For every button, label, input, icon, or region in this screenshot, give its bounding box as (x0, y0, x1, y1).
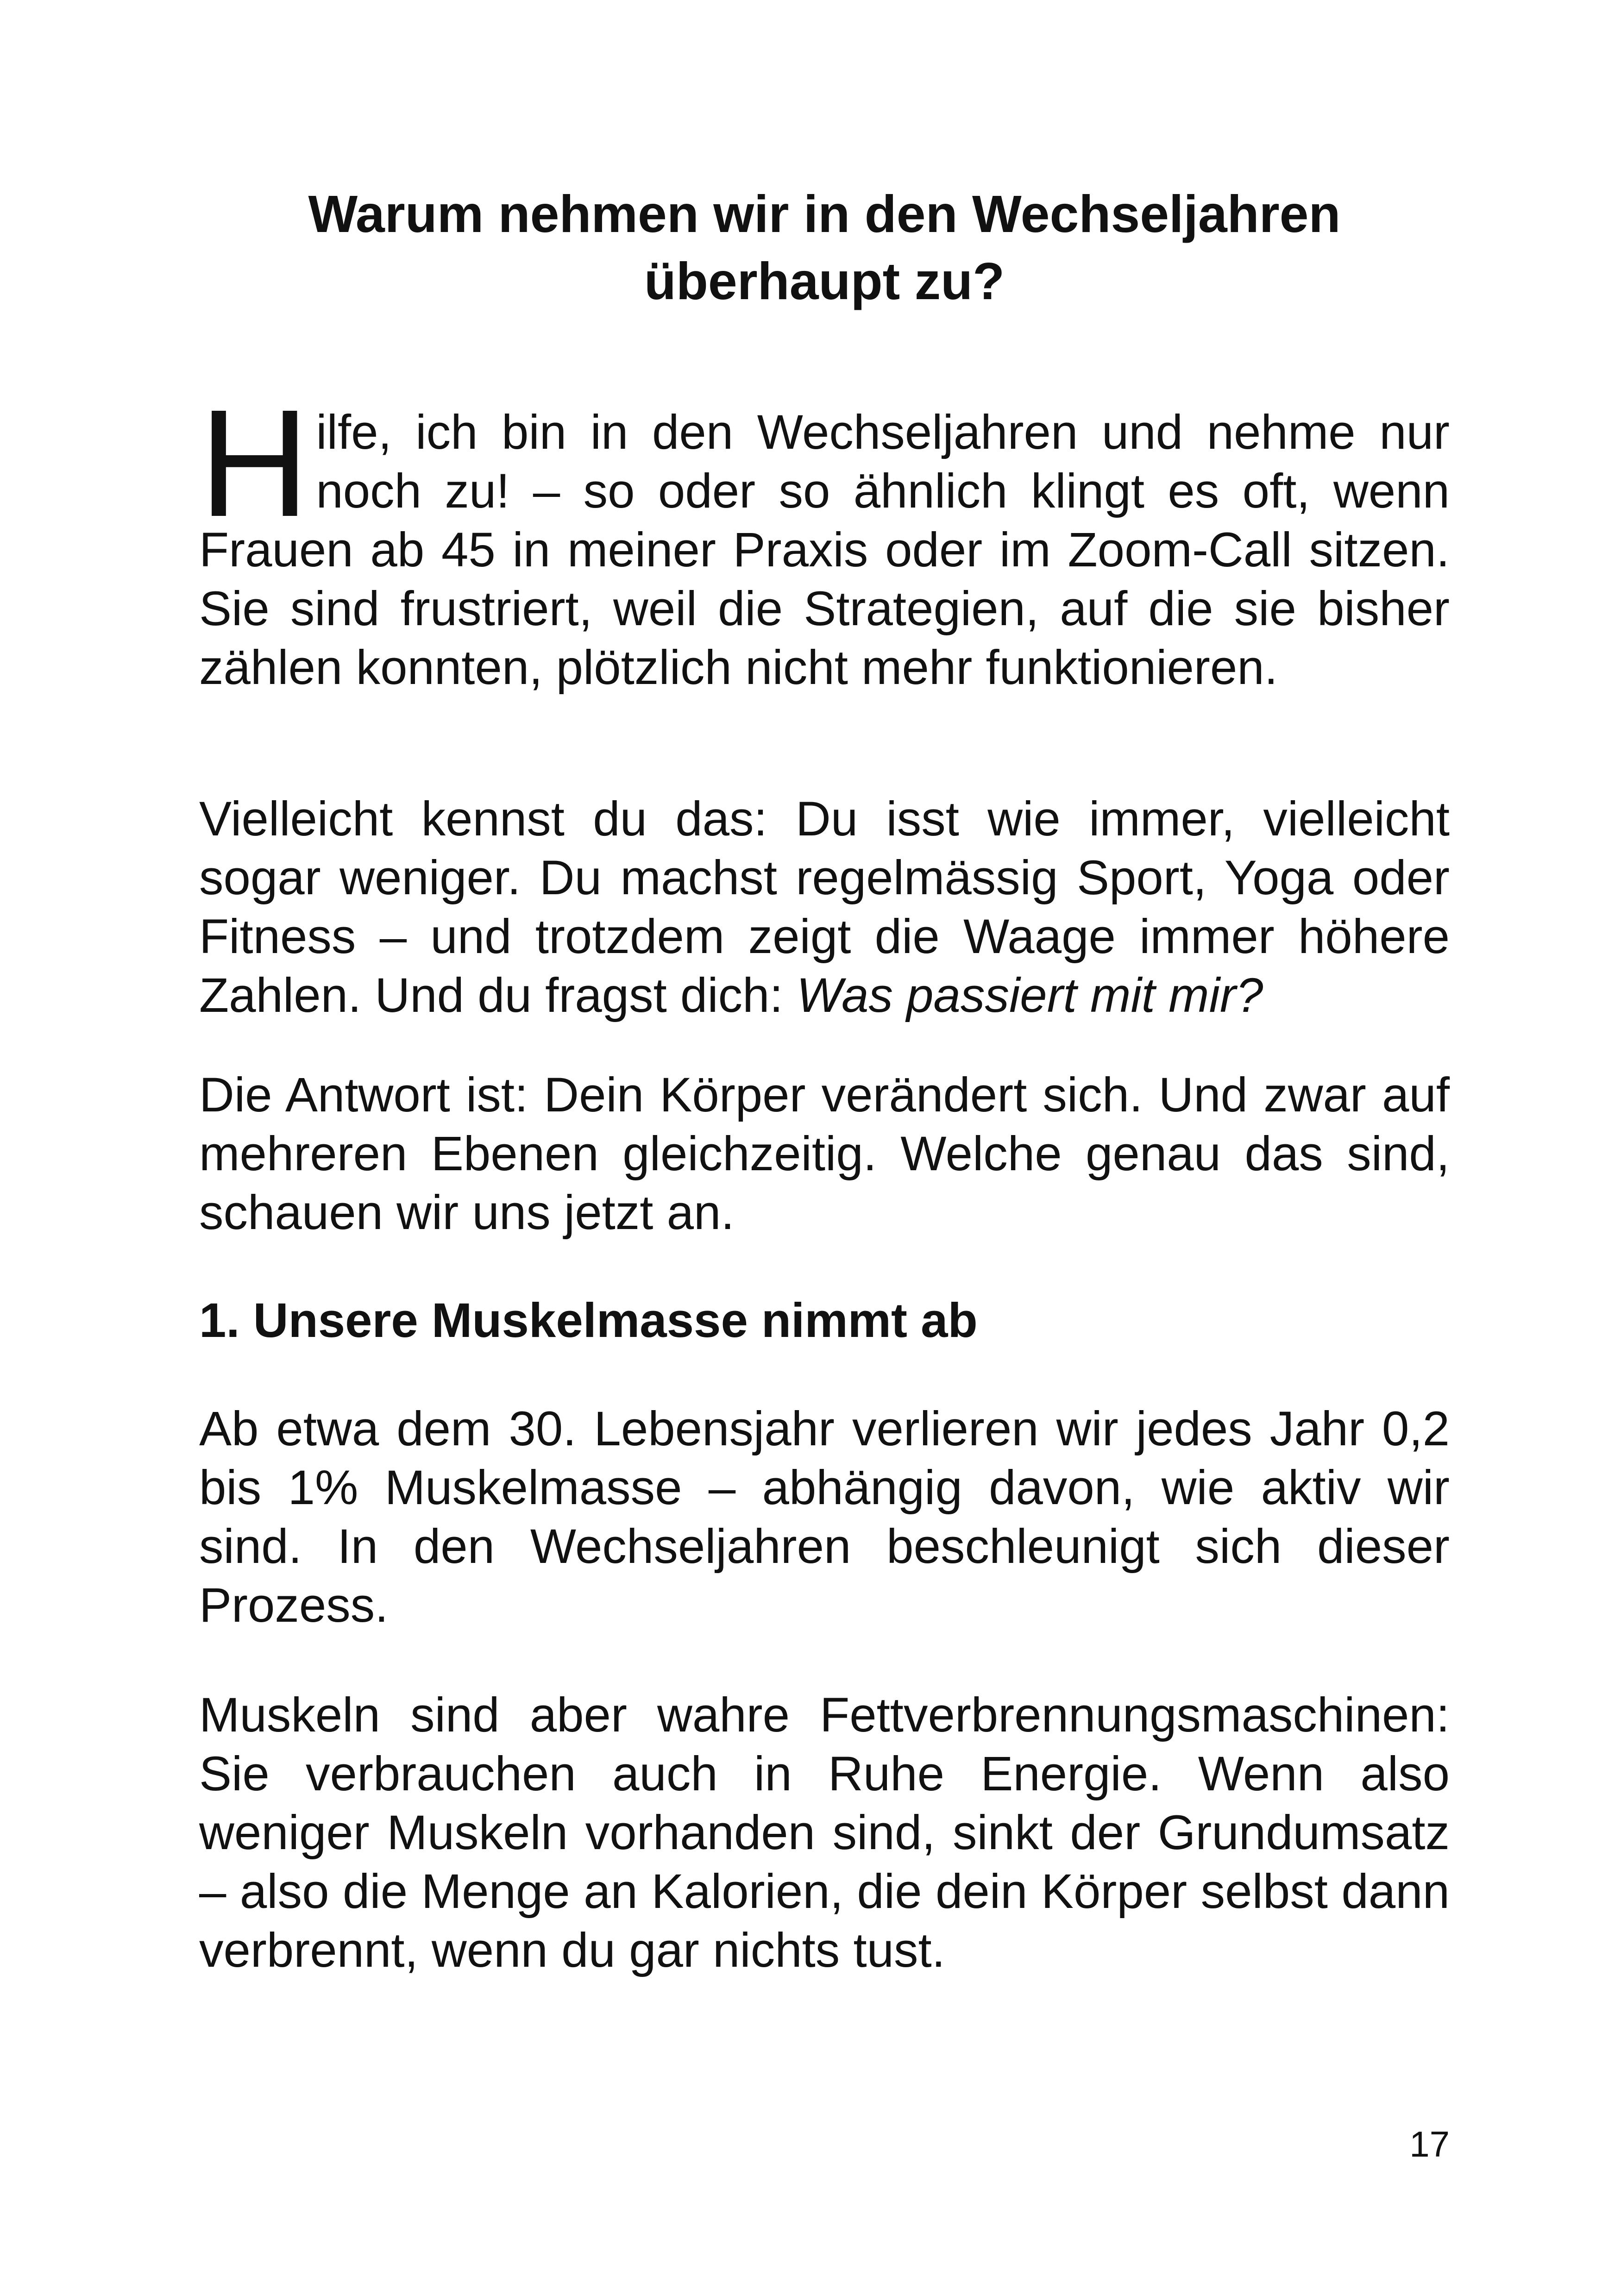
paragraph-4 (199, 1399, 1450, 1635)
paragraph-intro (199, 377, 1450, 697)
drop-cap: H (199, 377, 310, 548)
paragraph-2-text: Vielleicht kennst du das: Du isst wie immer, vielleicht sogar weniger. Du machst regelmässig Sport, Yoga oder Fitness – und trotzdem zeigt die Waage immer höhere Zahlen. Und du fragst dich: (199, 792, 1450, 1023)
paragraph-5 (199, 1686, 1450, 1980)
section-heading-muskelmasse: 1. Unsere Muskelmasse nimmt ab (199, 1293, 978, 1348)
chapter-heading (199, 181, 1450, 315)
paragraph-3 (199, 1066, 1450, 1242)
page-number: 17 (1409, 2124, 1450, 2164)
paragraph-2 (199, 790, 1450, 1025)
chapter-heading-line-1: Warum nehmen wir in den Wechseljahren (308, 185, 1341, 243)
paragraph-3-text: Die Antwort ist: Dein Körper verändert sich. Und zwar auf mehreren Ebenen gleichzeitig. Welche genau das sind, schauen wir uns jetzt an. (199, 1068, 1450, 1240)
paragraph-4-text: Ab etwa dem 30. Lebensjahr verlieren wir jedes Jahr 0,2 bis 1% Muskelmasse – abhängig davon, wie aktiv wir sind. In den Wechseljahren beschleunigt sich dieser Prozess. (199, 1402, 1450, 1632)
chapter-heading-line-2: überhaupt zu? (644, 252, 1005, 310)
paragraph-intro-text: ilfe, ich bin in den Wechseljahren und nehme nur noch zu! – so oder so ähnlich klingt es oft, wenn Frauen ab 45 in meiner Praxis oder im Zoom-Call sitzen. Sie sind frustriert, weil die Strategien, auf die sie bisher zählen konnten, plötzlich nicht mehr funktionieren. (199, 405, 1450, 695)
paragraph-5-text: Muskeln sind aber wahre Fettverbrennungsmaschinen: Sie verbrauchen auch in Ruhe Energie. Wenn also weniger Muskeln vorhanden sind, sinkt der Grundumsatz – also die Menge an Kalorien, die dein Körper selbst dann verbrennt, wenn du gar nichts tust. (199, 1688, 1450, 1977)
paragraph-2-italic-question: Was passiert mit mir? (796, 968, 1263, 1023)
